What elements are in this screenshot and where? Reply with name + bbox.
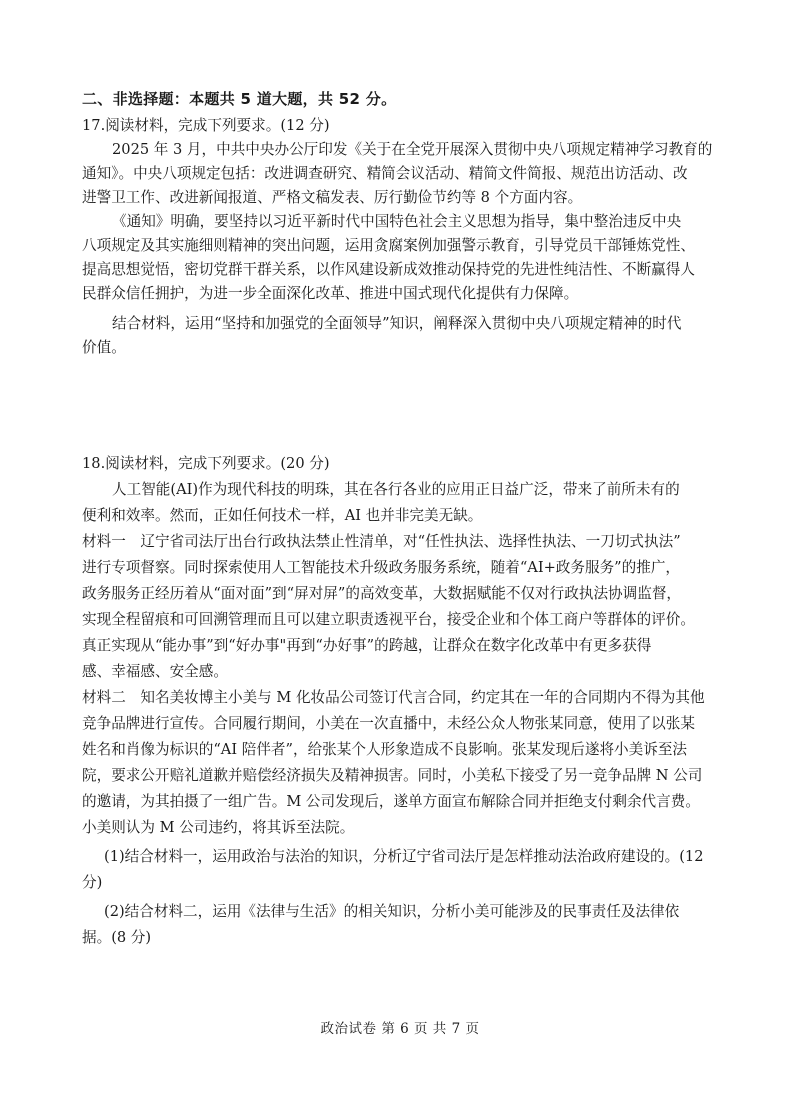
q17-prompt-line: 价值。 bbox=[82, 339, 126, 356]
q18-subquestion-2: (2)结合材料二，运用《法律与生活》的相关知识，分析小美可能涉及的民事责任及法律依 bbox=[104, 903, 680, 920]
q18-subquestion-1: 分) bbox=[82, 874, 103, 891]
q18-material1-line: 感、幸福感、安全感。 bbox=[82, 663, 228, 680]
q18-subquestion-1: (1)结合材料一，运用政治与法治的知识，分析辽宁省司法厅是怎样推动法治政府建设的。(12 bbox=[104, 848, 704, 865]
q18-material1-line: 材料一 辽宁省司法厅出台行政执法禁止性清单，对“任性执法、选择性执法、一刀切式执法” bbox=[82, 533, 681, 550]
q17-material-line: 进警卫工作、改进新闻报道、严格文稿发表、厉行勤俭节约等 8 个方面内容。 bbox=[82, 189, 583, 206]
q18-material2-line: 小美则认为 M 公司违约，将其诉至法院。 bbox=[82, 819, 355, 836]
q18-material1-line: 真正实现从“能办事”到“好办事"再到“办好事”的跨越，让群众在数字化改革中有更多获得 bbox=[82, 637, 652, 654]
q17-material-line: 提高思想觉悟，密切党群干群关系，以作风建设新成效推动保持党的先进性纯洁性、不断赢得人 bbox=[82, 261, 695, 278]
q18-material2-line: 材料二 知名美妆博主小美与 M 化妆品公司签订代言合同，约定其在一年的合同期内不得为其他 bbox=[82, 689, 705, 706]
q17-material-line: 2025 年 3 月，中共中央办公厅印发《关于在全党开展深入贯彻中央八项规定精神学习教育的 bbox=[112, 141, 713, 158]
q17-material-line: 《通知》明确，要坚持以习近平新时代中国特色社会主义思想为指导，集中整治违反中央 bbox=[112, 213, 682, 230]
q17-heading: 17.阅读材料，完成下列要求。(12 分) bbox=[82, 117, 330, 134]
q17-material-line: 八项规定及其实施细则精神的突出问题，运用贪腐案例加强警示教育，引导党员干部锤炼党性、 bbox=[82, 237, 695, 254]
q18-material2-line: 的邀请，为其拍摄了一组广告。M 公司发现后，遂单方面宣布解除合同并拒绝支付剩余代言费。 bbox=[82, 793, 700, 810]
q17-material-line: 通知》。中央八项规定包括：改进调查研究、精简会议活动、精简文件简报、规范出访活动、改 bbox=[82, 165, 688, 182]
section-title: 二、非选择题：本题共 5 道大题，共 52 分。 bbox=[82, 90, 397, 108]
q18-subquestion-2: 据。(8 分) bbox=[82, 929, 152, 946]
q17-material-line: 民群众信任拥护，为进一步全面深化改革、推进中国式现代化提供有力保障。 bbox=[82, 285, 579, 302]
q17-prompt-line: 结合材料，运用“坚持和加强党的全面领导”知识，阐释深入贯彻中央八项规定精神的时代 bbox=[112, 315, 682, 332]
q18-material2-line: 院，要求公开赔礼道歉并赔偿经济损失及精神损害。同时，小美私下接受了另一竞争品牌 N 公司 bbox=[82, 767, 703, 784]
q18-material2-line: 姓名和肖像为标识的“AI 陪伴者”，给张某个人形象造成不良影响。张某发现后遂将小美诉至法 bbox=[82, 741, 688, 758]
q18-intro-line: 便利和效率。然而，正如任何技术一样，AI 也并非完美无缺。 bbox=[82, 507, 483, 524]
page-footer: 政治试卷 第 6 页 共 7 页 bbox=[320, 1021, 480, 1037]
q18-material1-line: 政务服务正经历着从“面对面”到“屏对屏”的高效变革，大数据赋能不仅对行政执法协调监督， bbox=[82, 585, 682, 602]
q18-heading: 18.阅读材料，完成下列要求。(20 分) bbox=[82, 455, 330, 472]
q18-intro-line: 人工智能(AI)作为现代科技的明珠，其在各行各业的应用正日益广泛，带来了前所未有的 bbox=[112, 481, 680, 498]
q18-material1-line: 实现全程留痕和可回溯管理而且可以建立职责透视平台，接受企业和个体工商户等群体的评价。 bbox=[82, 611, 695, 628]
q18-material1-line: 进行专项督察。同时探索使用人工智能技术升级政务服务系统，随着“AI+政务服务”的推广， bbox=[82, 559, 681, 576]
q18-material2-line: 竞争品牌进行宣传。合同履行期间，小美在一次直播中，未经公众人物张某同意，使用了以张某 bbox=[82, 715, 695, 732]
